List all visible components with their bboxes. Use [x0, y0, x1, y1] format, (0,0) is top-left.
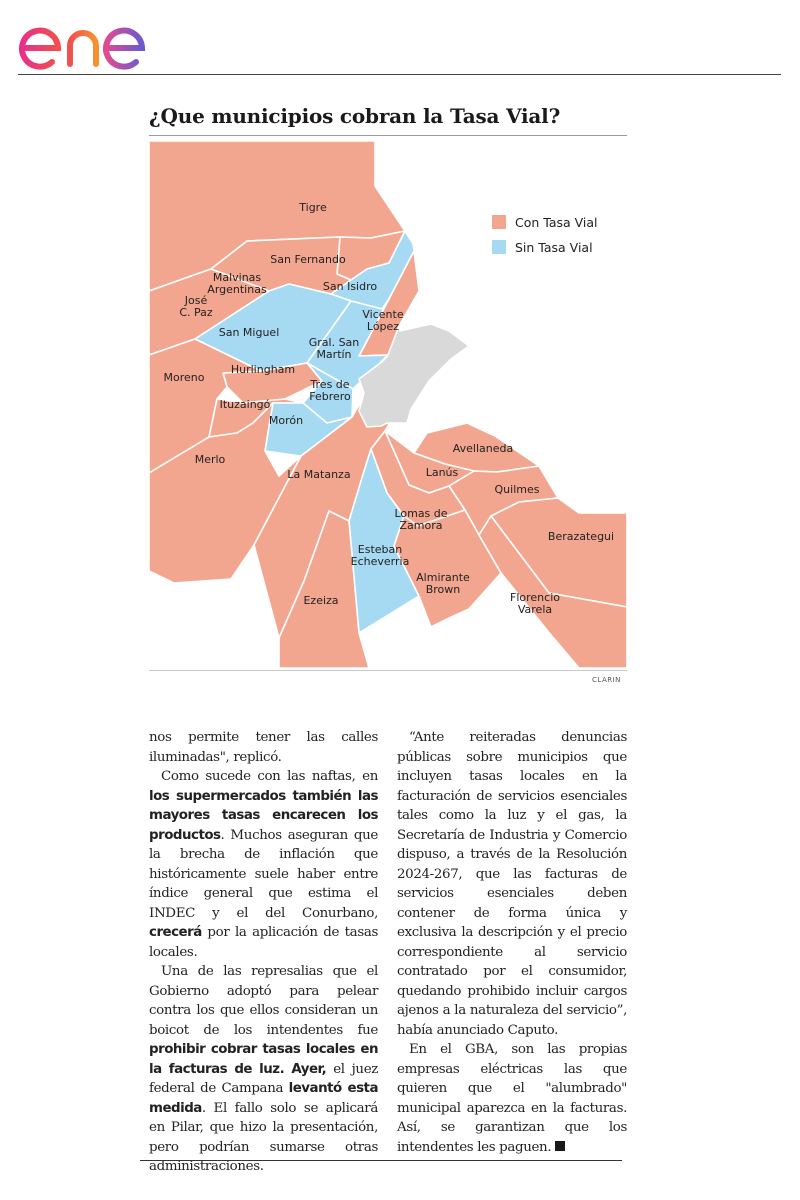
footer-rule [140, 1160, 622, 1161]
paragraph [149, 767, 378, 962]
label-malvinas-argentinas: Malvinas Argentinas [207, 271, 267, 296]
label-moreno: Moreno [163, 371, 205, 384]
text-run: el juez federal de Campana [149, 1061, 378, 1096]
label-merlo: Merlo [194, 453, 226, 466]
text-run: Una de las represalias que el Gobierno adoptó para pelear contra los que ellos consideran un boicot de los intendentes fue [149, 964, 378, 1038]
label-morón: Morón [268, 414, 304, 427]
end-mark-icon [555, 1141, 565, 1151]
label-san-fernando: San Fernando [270, 253, 346, 266]
legend-swatch-con [492, 215, 506, 229]
label-tigre: Tigre [299, 201, 327, 214]
legend-swatch-sin [492, 240, 506, 254]
label-quilmes: Quilmes [494, 483, 540, 496]
text-run: . Muchos aseguran que la brecha de inflación que históricamente suele haber entre índice general que estima el INDEC y el del Conurbano, [149, 827, 378, 921]
paragraph: nos permite tener las calles iluminadas", replicó. [149, 730, 378, 765]
label-la-matanza: La Matanza [287, 468, 351, 481]
label-almirante-brown: Almirante Brown [416, 571, 470, 596]
label-vicente-lópez: Vicente López [362, 308, 404, 333]
article-column-left [149, 728, 378, 1177]
paragraph [149, 962, 378, 1177]
article-column-right [397, 728, 627, 1157]
title-rule [149, 135, 627, 136]
map-base-rule [149, 670, 627, 671]
bold-run: levantó esta medida [149, 1081, 378, 1116]
bold-run: crecerá [149, 925, 202, 940]
bold-run: los supermercados también las mayores tasas encarecen los productos [149, 788, 378, 843]
text-run: por la aplicación de tasas locales. [149, 925, 378, 960]
label-avellaneda: Avellaneda [452, 442, 514, 455]
legend-label-sin: Sin Tasa Vial [515, 240, 593, 255]
label-berazategui: Berazategui [547, 530, 615, 543]
label-hurlingham: Hurlingham [230, 363, 296, 376]
map-legend [492, 215, 598, 255]
municipios-map [149, 141, 627, 668]
header-rule [18, 74, 781, 75]
label-josé-c-paz: José C. Paz [179, 294, 213, 319]
bold-run: prohibir cobrar tasas locales en la facturas de luz. Ayer, [149, 1042, 378, 1077]
label-san-miguel: San Miguel [218, 326, 280, 339]
label-lomas-de-zamora: Lomas de Zamora [394, 507, 448, 532]
label-san-isidro: San Isidro [322, 280, 378, 293]
label-tres-de-febrero: Tres de Febrero [309, 378, 351, 403]
label-lanús: Lanús [425, 466, 459, 479]
legend-label-con: Con Tasa Vial [515, 215, 598, 230]
text-run: Como sucede con las naftas, en [161, 769, 378, 784]
label-ituzaingó: Ituzaingó [219, 398, 271, 411]
label-ezeiza: Ezeiza [303, 594, 339, 607]
paragraph: “Ante reiteradas denuncias públicas sobre municipios que incluyen tasas locales en la facturación de servicios esenciales tales como la luz y el gas, la Secretaría de Industria y Comercio dispuso, a través de la Resolución 2024-267, que las facturas de servicios esenciales deben contener de forma única y exclusiva la descripción y el precio correspondiente al servicio contratado por el consumidor, quedando prohibido incluir cargos ajenos a la naturaleza del servicio”, había anunciado Caputo. [397, 730, 627, 1038]
text-run: En el GBA, son las propias empresas eléctricas las que quieren que el "alumbrado" municipal aparezca en la facturas. Así, se garantizan que los intendentes les paguen. [397, 1042, 627, 1155]
paragraph [397, 1040, 627, 1157]
label-gral-san-martín: Gral. San Martín [308, 336, 360, 361]
enel-logo [18, 8, 180, 70]
label-esteban-echeverria: Esteban Echeverria [350, 543, 410, 568]
map-title: ¿Que municipios cobran la Tasa Vial? [149, 104, 561, 128]
label-florencio-varela: Florencio Varela [510, 591, 560, 616]
map-credit: CLARIN [592, 676, 621, 684]
text-run: . El fallo solo se aplicará en Pilar, que hizo la presentación, pero podrían sumarse otras administraciones. [149, 1100, 378, 1174]
